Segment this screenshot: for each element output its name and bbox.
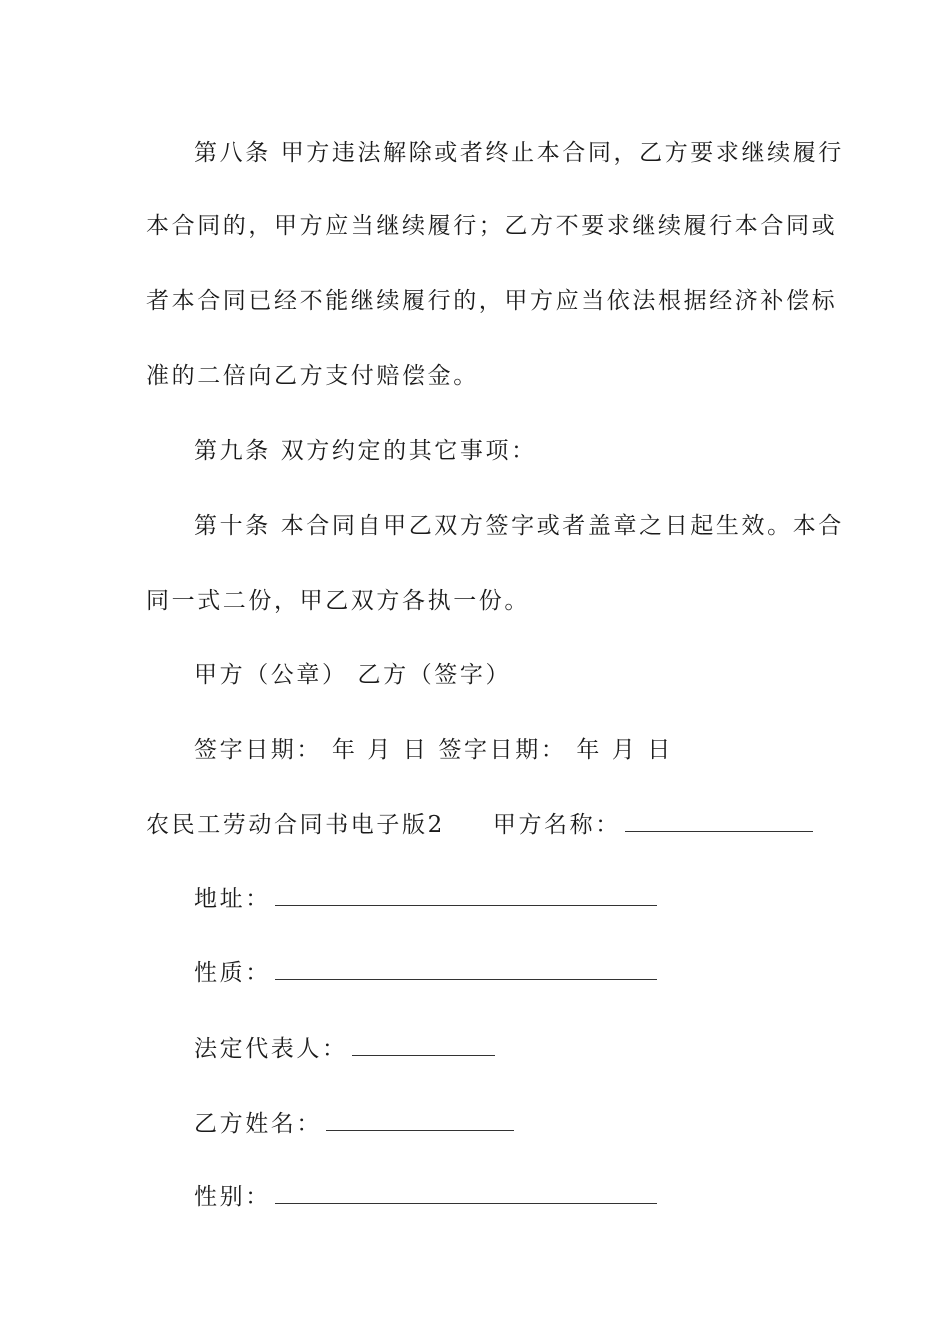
party-a-name-label: 甲方名称： [492,812,621,838]
address-blank[interactable] [275,885,657,906]
party-b-name-row [194,1109,854,1139]
gender-row [194,1182,854,1212]
nature-label: 性质： [194,960,271,986]
article10-line2: 同一式二份，甲乙双方各执一份。 [146,588,530,614]
article8-line1: 第八条 甲方违法解除或者终止本合同，乙方要求继续履行 [194,140,844,166]
nature-row [194,958,854,988]
signature-dates: 签字日期： 年 月 日 签字日期： 年 月 日 [194,737,673,763]
article8-line3: 者本合同已经不能继续履行的，甲方应当依法根据经济补偿标 [146,288,838,314]
address-row [194,884,854,914]
article8-line4: 准的二倍向乙方支付赔偿金。 [146,363,479,389]
legal-rep-row [194,1034,854,1064]
contract2-title: 农民工劳动合同书电子版2 [146,812,445,838]
gender-blank[interactable] [275,1183,657,1204]
article9: 第九条 双方约定的其它事项： [194,438,537,464]
party-a-name-blank[interactable] [625,811,813,832]
article8-line2: 本合同的，甲方应当继续履行；乙方不要求继续履行本合同或 [146,213,838,239]
address-label: 地址： [194,886,271,912]
nature-blank[interactable] [275,959,657,980]
article10-line1: 第十条 本合同自甲乙双方签字或者盖章之日起生效。本合 [194,513,844,539]
party-b-name-blank[interactable] [326,1110,514,1131]
contract2-header-row [146,810,806,840]
gender-label: 性别： [194,1184,271,1210]
party-b-name-label: 乙方姓名： [194,1111,322,1137]
legal-rep-label: 法定代表人： [194,1036,348,1062]
signature-parties: 甲方（公章） 乙方（签字） [194,662,512,688]
legal-rep-blank[interactable] [352,1035,495,1056]
